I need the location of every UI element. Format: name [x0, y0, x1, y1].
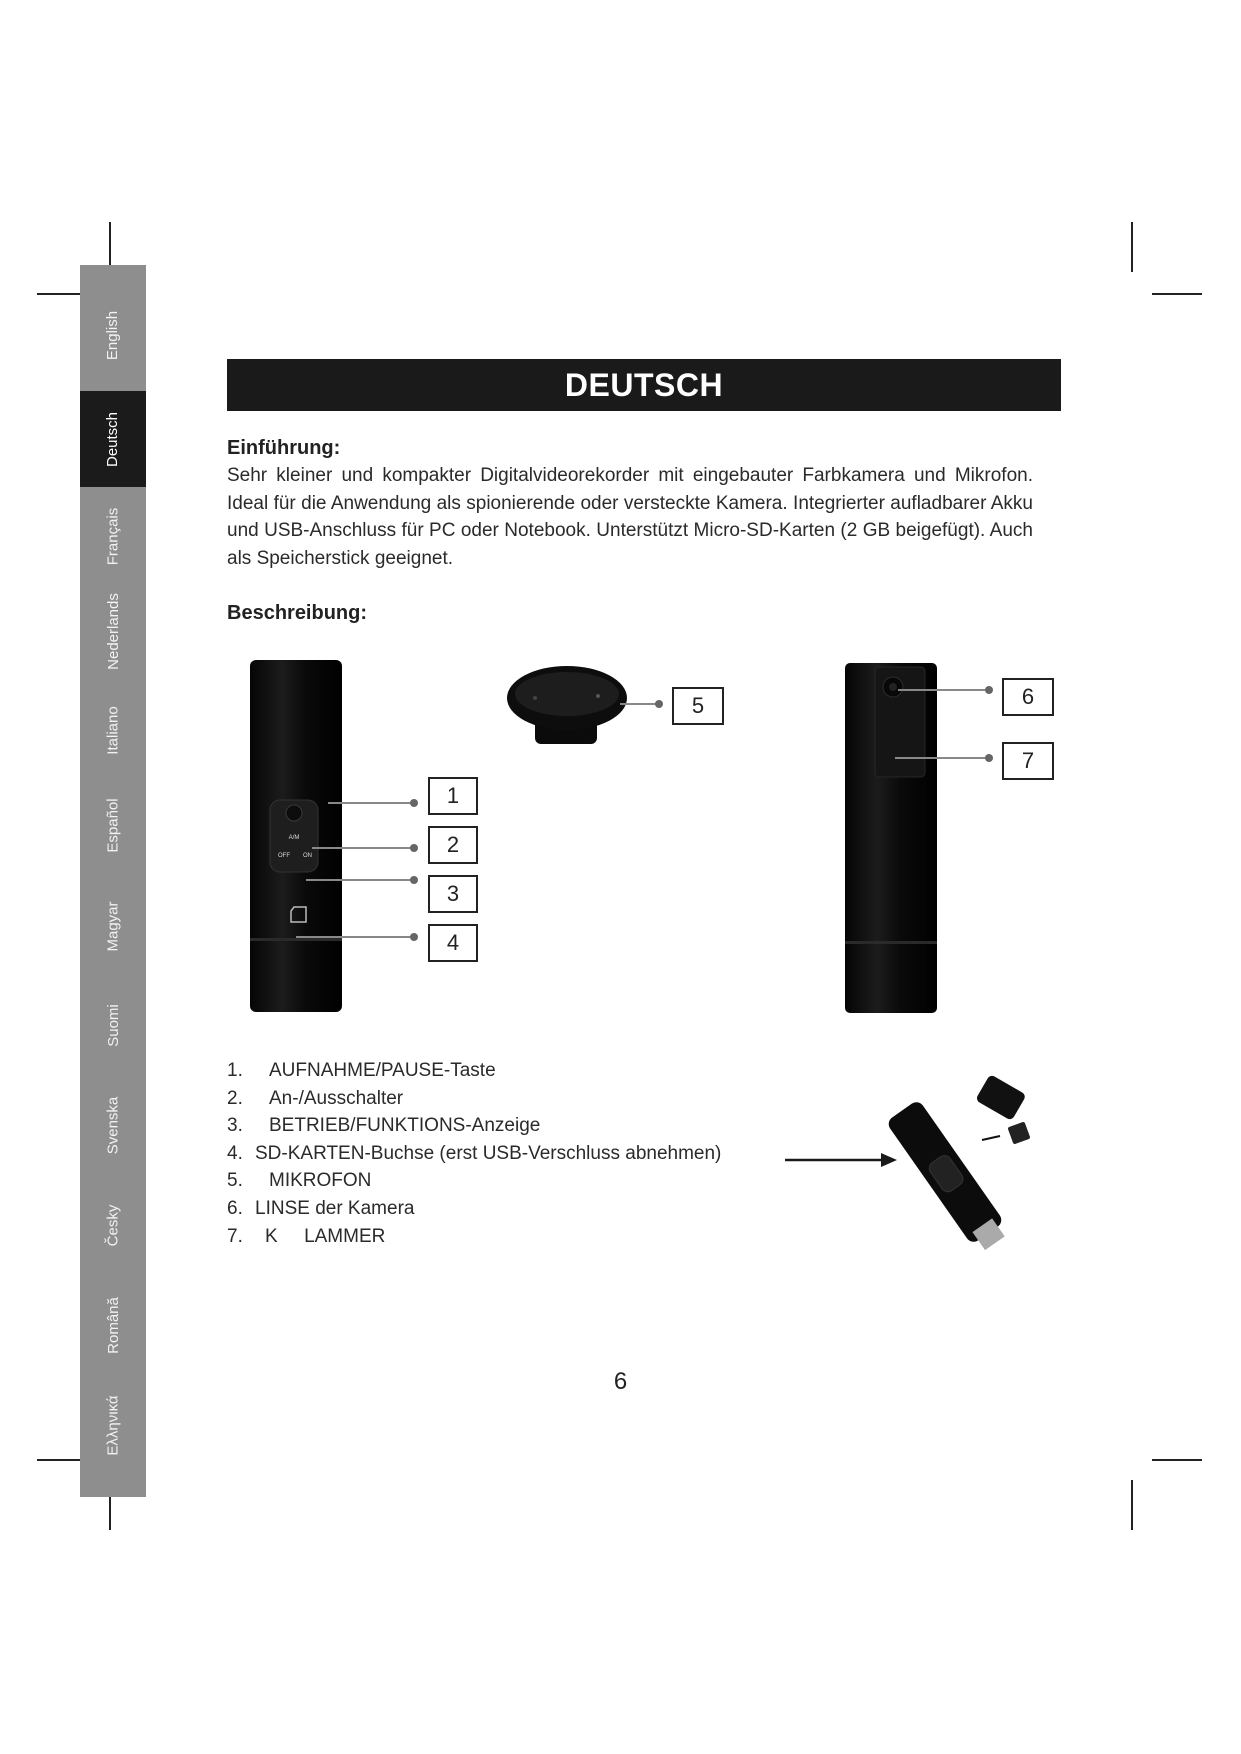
- list-item-text: LINSE der Kamera: [255, 1197, 415, 1219]
- callout-6: 6: [1002, 678, 1054, 716]
- list-item-number: 6.: [227, 1197, 243, 1219]
- lang-tab-label: Nederlands: [104, 592, 122, 670]
- lang-tab-label: Română: [104, 1296, 122, 1354]
- leader-line: [328, 802, 413, 804]
- lang-tab-label: Español: [104, 797, 122, 853]
- callout-4: 4: [428, 924, 478, 962]
- lang-tab-label: Suomi: [104, 1003, 122, 1047]
- leader-line: [895, 757, 988, 759]
- leader-dot: [985, 686, 993, 694]
- parts-list: [227, 1057, 721, 1250]
- callout-5: 5: [672, 687, 724, 725]
- leader-line: [312, 847, 413, 849]
- leader-dot: [985, 754, 993, 762]
- list-item-number: 4.: [227, 1142, 243, 1164]
- list-item: [227, 1140, 721, 1168]
- lang-tab-label: Français: [104, 507, 122, 565]
- language-sidebar: [80, 265, 146, 1497]
- crop-mark: [1152, 1459, 1202, 1461]
- list-item: [227, 1195, 721, 1223]
- list-item-number: 5.: [227, 1170, 243, 1192]
- list-item-text: AUFNAHME/PAUSE-Taste: [269, 1060, 496, 1081]
- callout-2: 2: [428, 826, 478, 864]
- list-item-number: 2.: [227, 1087, 243, 1109]
- crop-mark: [1152, 293, 1202, 295]
- device-back-image: [835, 655, 955, 1020]
- intro-paragraph: Sehr kleiner und kompakter Digitalvideorekorder mit eingebauter Farbkamera und Mikrofon. Ideal für die Anwendung als spionierende oder versteckte Kamera. Integrierter aufladbarer Akku und USB-Anschluss für PC oder Notebook. Unterstützt Micro-SD-Karten (2 GB beigefügt). Auch als Speicherstick geeignet.: [227, 465, 1033, 569]
- intro-heading: Einführung:: [227, 437, 341, 459]
- lang-tab-label: Svenska: [104, 1096, 122, 1154]
- record-button-label: A/M: [288, 835, 300, 841]
- list-item: [227, 1167, 721, 1195]
- leader-dot: [410, 799, 418, 807]
- leader-line: [306, 879, 413, 881]
- lang-tab-label: English: [104, 310, 122, 360]
- lang-tab-svenska[interactable]: [80, 1075, 146, 1175]
- crop-mark: [1131, 1480, 1133, 1530]
- pointer-arrow: [785, 1148, 897, 1172]
- callout-3: 3: [428, 875, 478, 913]
- lang-tab-francais[interactable]: [80, 491, 146, 581]
- lang-tab-deutsch[interactable]: [80, 391, 146, 487]
- list-item: [227, 1112, 721, 1140]
- list-item-text: An-/Ausschalter: [269, 1087, 404, 1109]
- lang-tab-label: Česky: [104, 1204, 122, 1246]
- section-title-bar: [227, 359, 1061, 411]
- lang-tab-cesky[interactable]: [80, 1180, 146, 1270]
- lang-tab-espanol[interactable]: [80, 775, 146, 875]
- crop-mark: [1131, 222, 1133, 272]
- leader-line: [898, 689, 988, 691]
- lang-tab-italiano[interactable]: [80, 685, 146, 775]
- device-top-image: [505, 660, 635, 750]
- leader-line: [296, 936, 413, 938]
- lang-tab-magyar[interactable]: [80, 881, 146, 971]
- lang-tab-suomi[interactable]: [80, 975, 146, 1075]
- leader-line: [620, 703, 658, 705]
- switch-on-label: ON: [303, 853, 312, 859]
- lang-tab-label: Deutsch: [104, 411, 122, 467]
- leader-dot: [410, 844, 418, 852]
- lang-tab-romana[interactable]: [80, 1275, 146, 1375]
- lang-tab-label: Italiano: [104, 705, 122, 755]
- switch-off-label: OFF: [278, 853, 290, 859]
- list-item-number: 3.: [227, 1115, 243, 1137]
- leader-dot: [410, 876, 418, 884]
- lang-tab-nederlands[interactable]: [80, 581, 146, 681]
- list-item: [227, 1223, 721, 1251]
- description-heading: Beschreibung:: [227, 602, 368, 624]
- list-item-number: 1.: [227, 1060, 243, 1081]
- lang-tab-label: Ελληνικά: [104, 1394, 122, 1456]
- leader-dot: [655, 700, 663, 708]
- leader-dot: [410, 933, 418, 941]
- callout-7: 7: [1002, 742, 1054, 780]
- page-title: DEUTSCH: [564, 366, 724, 403]
- list-item: [227, 1085, 721, 1113]
- list-item-text: SD-KARTEN-Buchse (erst USB-Verschluss abnehmen): [255, 1142, 722, 1164]
- list-item-number: 7.: [227, 1225, 243, 1247]
- page-number: 6: [613, 1368, 628, 1395]
- list-item-text: MIKROFON: [269, 1170, 372, 1192]
- device-usb-image: [850, 1072, 1040, 1272]
- lang-tab-english[interactable]: [80, 295, 146, 375]
- list-item: [227, 1057, 721, 1085]
- lang-tab-label: Magyar: [104, 900, 122, 952]
- callout-1: 1: [428, 777, 478, 815]
- list-item-text: BETRIEB/FUNKTIONS-Anzeige: [269, 1115, 541, 1137]
- device-front-image: [240, 655, 375, 1020]
- list-item-text: K LAMMER: [265, 1225, 386, 1247]
